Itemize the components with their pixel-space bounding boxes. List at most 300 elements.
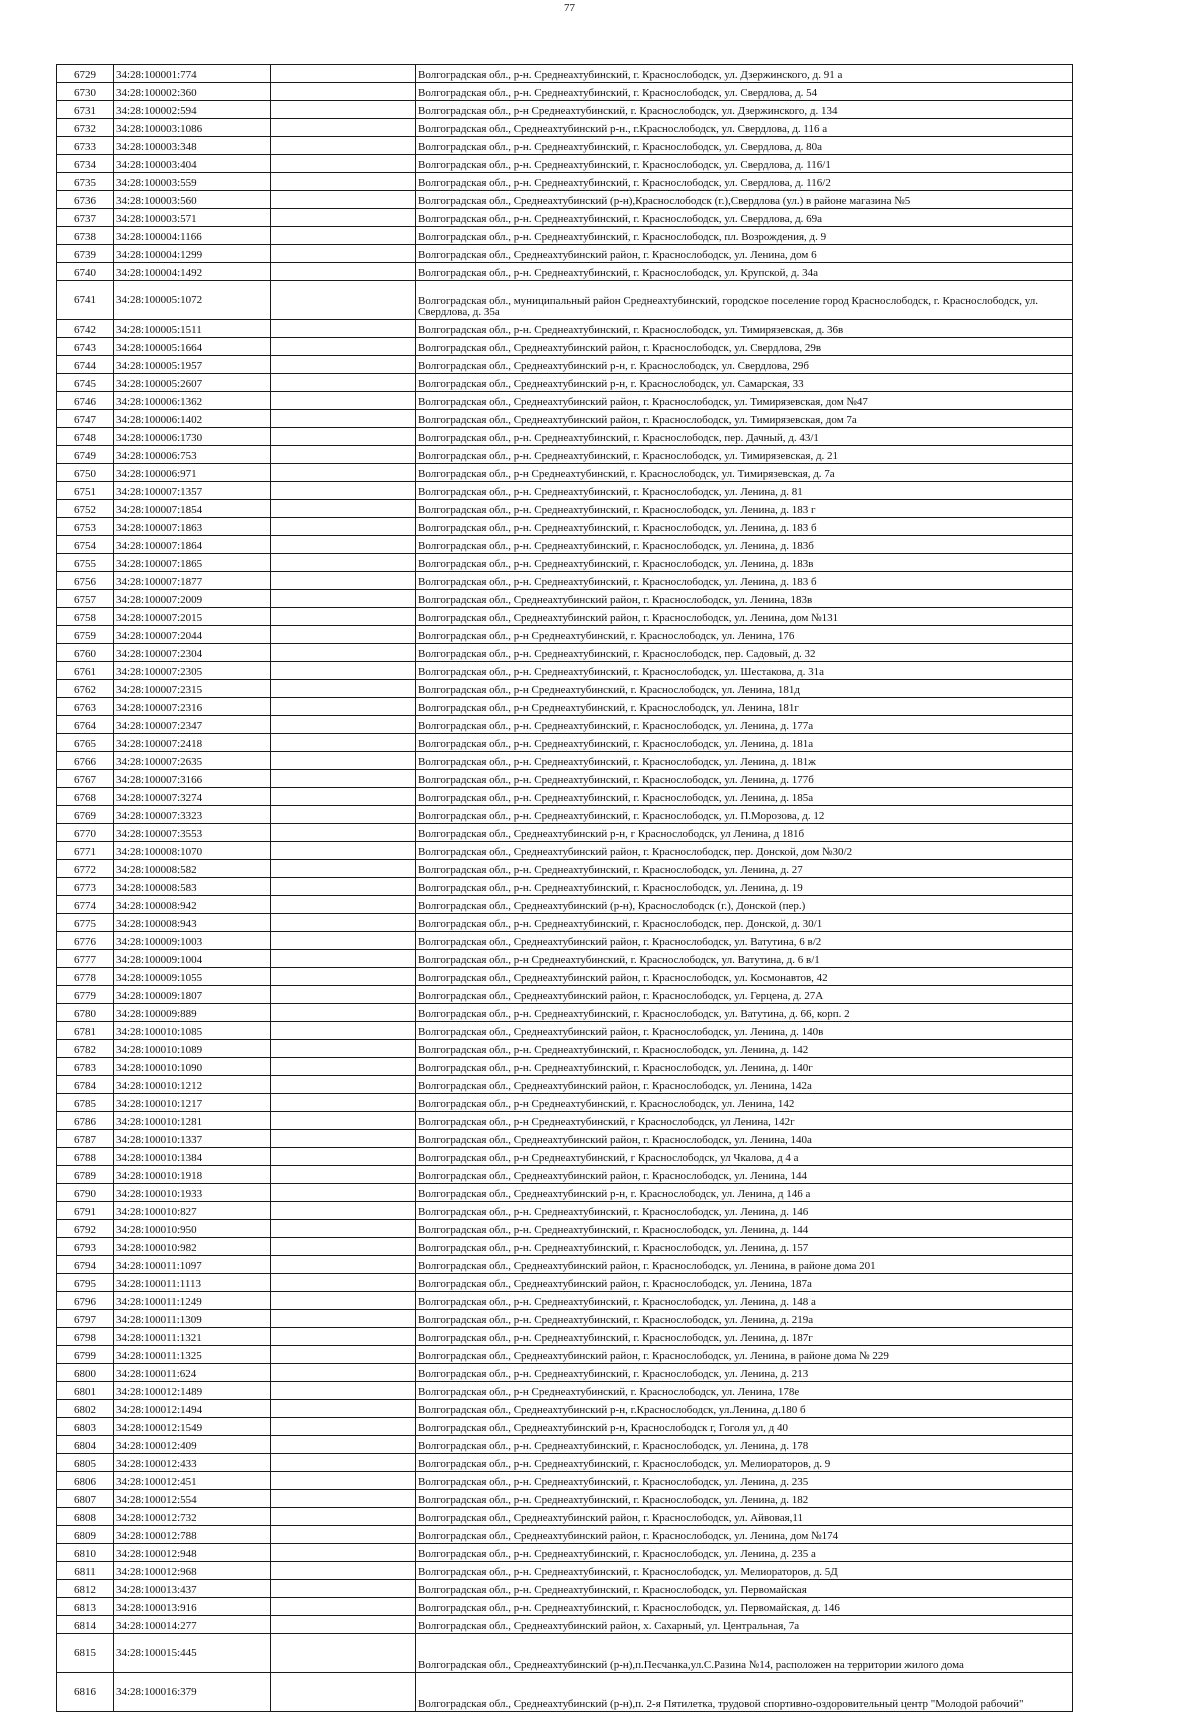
address-cell: Волгоградская обл., р-н. Среднеахтубинский, г. Краснослободск, ул. Ленина, д. 183в: [416, 554, 1073, 572]
empty-cell: [271, 986, 416, 1004]
empty-cell: [271, 1562, 416, 1580]
empty-cell: [271, 554, 416, 572]
empty-cell: [271, 1220, 416, 1238]
cadastral-number-cell: 34:28:100012:732: [114, 1508, 271, 1526]
empty-cell: [271, 1112, 416, 1130]
address-cell: Волгоградская обл., Среднеахтубинский (р-н), Краснослободск (г.), Донской (пер.): [416, 896, 1073, 914]
empty-cell: [271, 1166, 416, 1184]
cadastral-number-cell: 34:28:100010:1212: [114, 1076, 271, 1094]
table-row: [57, 770, 1073, 788]
row-number-cell: 6810: [57, 1544, 114, 1562]
address-cell: Волгоградская обл., р-н. Среднеахтубинский, г. Краснослободск, ул. Шестакова, д. 31а: [416, 662, 1073, 680]
address-cell: Волгоградская обл., р-н Среднеахтубинский, г. Краснослободск, ул. Ленина, 142: [416, 1094, 1073, 1112]
table-row: [57, 1673, 1073, 1712]
empty-cell: [271, 191, 416, 209]
empty-cell: [271, 263, 416, 281]
address-cell: Волгоградская обл., р-н. Среднеахтубинский, г. Краснослободск, ул. П.Морозова, д. 12: [416, 806, 1073, 824]
row-number-cell: 6755: [57, 554, 114, 572]
empty-cell: [271, 65, 416, 83]
row-number-cell: 6744: [57, 356, 114, 374]
row-number-cell: 6788: [57, 1148, 114, 1166]
address-cell: Волгоградская обл., р-н. Среднеахтубинский, г. Краснослободск, ул. Ленина, д. 183 б: [416, 572, 1073, 590]
cadastral-number-cell: 34:28:100010:1090: [114, 1058, 271, 1076]
address-cell: Волгоградская обл., р-н. Среднеахтубинский, г. Краснослободск, ул. Ленина, д. 148 а: [416, 1292, 1073, 1310]
empty-cell: [271, 1040, 416, 1058]
empty-cell: [271, 1022, 416, 1040]
empty-cell: [271, 1292, 416, 1310]
row-number-cell: 6769: [57, 806, 114, 824]
empty-cell: [271, 1472, 416, 1490]
row-number-cell: 6735: [57, 173, 114, 191]
row-number-cell: 6756: [57, 572, 114, 590]
cadastral-number-cell: 34:28:100007:3323: [114, 806, 271, 824]
row-number-cell: 6737: [57, 209, 114, 227]
row-number-cell: 6793: [57, 1238, 114, 1256]
empty-cell: [271, 572, 416, 590]
empty-cell: [271, 1598, 416, 1616]
cadastral-number-cell: 34:28:100007:2347: [114, 716, 271, 734]
empty-cell: [271, 1310, 416, 1328]
address-cell: Волгоградская обл., р-н. Среднеахтубинский, г. Краснослободск, ул. Ленина, д. 187г: [416, 1328, 1073, 1346]
address-cell: Волгоградская обл., Среднеахтубинский р-н., г.Краснослободск, ул. Свердлова, д. 116 а: [416, 119, 1073, 137]
empty-cell: [271, 1544, 416, 1562]
empty-cell: [271, 446, 416, 464]
table-row: [57, 950, 1073, 968]
cadastral-number-cell: 34:28:100005:1957: [114, 356, 271, 374]
table-row: [57, 1382, 1073, 1400]
table-row: [57, 1130, 1073, 1148]
table-row: [57, 83, 1073, 101]
address-cell: Волгоградская обл., р-н. Среднеахтубинский, г. Краснослободск, ул. Первомайская: [416, 1580, 1073, 1598]
cadastral-number-cell: 34:28:100008:943: [114, 914, 271, 932]
address-cell: Волгоградская обл., р-н. Среднеахтубинский, г. Краснослободск, ул. Ленина, д. 182: [416, 1490, 1073, 1508]
cadastral-number-cell: 34:28:100003:404: [114, 155, 271, 173]
address-cell: Волгоградская обл., р-н Среднеахтубинский, г. Краснослободск, ул. Ленина, 176: [416, 626, 1073, 644]
cadastral-number-cell: 34:28:100007:2009: [114, 590, 271, 608]
table-row: [57, 482, 1073, 500]
cadastral-number-cell: 34:28:100012:451: [114, 1472, 271, 1490]
cadastral-number-cell: 34:28:100005:2607: [114, 374, 271, 392]
row-number-cell: 6745: [57, 374, 114, 392]
empty-cell: [271, 536, 416, 554]
cadastral-number-cell: 34:28:100014:277: [114, 1616, 271, 1634]
table-row: [57, 1310, 1073, 1328]
empty-cell: [271, 245, 416, 263]
cadastral-number-cell: 34:28:100012:948: [114, 1544, 271, 1562]
address-cell: Волгоградская обл., Среднеахтубинский район, г. Краснослободск, ул. Ленина, 183в: [416, 590, 1073, 608]
table-row: [57, 878, 1073, 896]
table-row: [57, 932, 1073, 950]
address-cell: Волгоградская обл., р-н. Среднеахтубинский, г. Краснослободск, ул. Свердлова, д. 69а: [416, 209, 1073, 227]
row-number-cell: 6787: [57, 1130, 114, 1148]
table-row: [57, 698, 1073, 716]
empty-cell: [271, 1094, 416, 1112]
cadastral-number-cell: 34:28:100010:1217: [114, 1094, 271, 1112]
row-number-cell: 6813: [57, 1598, 114, 1616]
empty-cell: [271, 320, 416, 338]
table-row: [57, 101, 1073, 119]
address-cell: Волгоградская обл., р-н Среднеахтубинский, г. Краснослободск, ул. Ленина, 181г: [416, 698, 1073, 716]
address-cell: Волгоградская обл., р-н. Среднеахтубинский, г. Краснослободск, ул. Свердлова, д. 116/2: [416, 173, 1073, 191]
empty-cell: [271, 788, 416, 806]
empty-cell: [271, 950, 416, 968]
row-number-cell: 6795: [57, 1274, 114, 1292]
row-number-cell: 6764: [57, 716, 114, 734]
address-cell: Волгоградская обл., р-н. Среднеахтубинский, г. Краснослободск, ул. Ленина, д. 140г: [416, 1058, 1073, 1076]
cadastral-number-cell: 34:28:100010:1384: [114, 1148, 271, 1166]
address-cell: Волгоградская обл., Среднеахтубинский район, г. Краснослободск, ул. Ленина, дом №174: [416, 1526, 1073, 1544]
row-number-cell: 6733: [57, 137, 114, 155]
row-number-cell: 6759: [57, 626, 114, 644]
cadastral-number-cell: 34:28:100009:1807: [114, 986, 271, 1004]
table-row: [57, 1094, 1073, 1112]
empty-cell: [271, 1058, 416, 1076]
empty-cell: [271, 770, 416, 788]
row-number-cell: 6750: [57, 464, 114, 482]
table-row: [57, 245, 1073, 263]
cadastral-number-cell: 34:28:100003:560: [114, 191, 271, 209]
address-cell: Волгоградская обл., р-н. Среднеахтубинский, г. Краснослободск, ул. Свердлова, д. 116/1: [416, 155, 1073, 173]
empty-cell: [271, 1634, 416, 1673]
row-number-cell: 6809: [57, 1526, 114, 1544]
cadastral-number-cell: 34:28:100007:1854: [114, 500, 271, 518]
table-row: [57, 1580, 1073, 1598]
address-cell: Волгоградская обл., р-н. Среднеахтубинский, г. Краснослободск, ул. Мелиораторов, д. 9: [416, 1454, 1073, 1472]
empty-cell: [271, 1526, 416, 1544]
empty-cell: [271, 464, 416, 482]
table-row: [57, 1148, 1073, 1166]
row-number-cell: 6784: [57, 1076, 114, 1094]
cadastral-number-cell: 34:28:100009:1004: [114, 950, 271, 968]
row-number-cell: 6748: [57, 428, 114, 446]
page-number: 77: [564, 2, 575, 14]
empty-cell: [271, 101, 416, 119]
cadastral-number-cell: 34:28:100006:1730: [114, 428, 271, 446]
table-row: [57, 356, 1073, 374]
cadastral-number-cell: 34:28:100007:1357: [114, 482, 271, 500]
empty-cell: [271, 914, 416, 932]
table-row: [57, 752, 1073, 770]
empty-cell: [271, 209, 416, 227]
empty-cell: [271, 1202, 416, 1220]
table-row: [57, 1400, 1073, 1418]
table-row: [57, 1184, 1073, 1202]
row-number-cell: 6782: [57, 1040, 114, 1058]
row-number-cell: 6805: [57, 1454, 114, 1472]
address-cell: Волгоградская обл., Среднеахтубинский район, г. Краснослободск, ул. Ленина, в районе дома 201: [416, 1256, 1073, 1274]
row-number-cell: 6767: [57, 770, 114, 788]
row-number-cell: 6763: [57, 698, 114, 716]
cadastral-number-cell: 34:28:100010:1085: [114, 1022, 271, 1040]
row-number-cell: 6779: [57, 986, 114, 1004]
empty-cell: [271, 356, 416, 374]
row-number-cell: 6815: [57, 1634, 114, 1673]
empty-cell: [271, 842, 416, 860]
empty-cell: [271, 1238, 416, 1256]
cadastral-number-cell: 34:28:100007:3166: [114, 770, 271, 788]
empty-cell: [271, 698, 416, 716]
table-row: [57, 572, 1073, 590]
table-row: [57, 374, 1073, 392]
row-number-cell: 6798: [57, 1328, 114, 1346]
empty-cell: [271, 1400, 416, 1418]
address-cell: Волгоградская обл., Среднеахтубинский район, г. Краснослободск, ул. Ватутина, 6 в/2: [416, 932, 1073, 950]
empty-cell: [271, 626, 416, 644]
address-cell: Волгоградская обл., р-н Среднеахтубинский, г Краснослободск, ул Ленина, 142г: [416, 1112, 1073, 1130]
address-cell: Волгоградская обл., р-н. Среднеахтубинский, г. Краснослободск, ул. Ленина, д. 146: [416, 1202, 1073, 1220]
empty-cell: [271, 1454, 416, 1472]
empty-cell: [271, 173, 416, 191]
row-number-cell: 6781: [57, 1022, 114, 1040]
cadastral-number-cell: 34:28:100007:2315: [114, 680, 271, 698]
row-number-cell: 6814: [57, 1616, 114, 1634]
address-cell: Волгоградская обл., р-н. Среднеахтубинский, г. Краснослободск, пер. Донской, д. 30/1: [416, 914, 1073, 932]
empty-cell: [271, 137, 416, 155]
row-number-cell: 6734: [57, 155, 114, 173]
address-cell: Волгоградская обл., р-н. Среднеахтубинский, г. Краснослободск, ул. Ленина, д. 178: [416, 1436, 1073, 1454]
row-number-cell: 6800: [57, 1364, 114, 1382]
address-cell: Волгоградская обл., р-н. Среднеахтубинский, г. Краснослободск, ул. Крупской, д. 34а: [416, 263, 1073, 281]
row-number-cell: 6778: [57, 968, 114, 986]
address-cell: Волгоградская обл., Среднеахтубинский р-н, г. Краснослободск, ул. Свердлова, 29б: [416, 356, 1073, 374]
cadastral-number-cell: 34:28:100003:571: [114, 209, 271, 227]
empty-cell: [271, 896, 416, 914]
table-row: [57, 1526, 1073, 1544]
cadastral-number-cell: 34:28:100007:2044: [114, 626, 271, 644]
empty-cell: [271, 119, 416, 137]
cadastral-number-cell: 34:28:100008:942: [114, 896, 271, 914]
address-cell: Волгоградская обл., Среднеахтубинский район, г. Краснослободск, ул. Ленина, дом 6: [416, 245, 1073, 263]
empty-cell: [271, 518, 416, 536]
cadastral-number-cell: 34:28:100006:971: [114, 464, 271, 482]
table-row: [57, 860, 1073, 878]
table-row: [57, 734, 1073, 752]
address-cell: Волгоградская обл., р-н. Среднеахтубинский, г. Краснослободск, ул. Ленина, д. 177б: [416, 770, 1073, 788]
empty-cell: [271, 644, 416, 662]
empty-cell: [271, 932, 416, 950]
row-number-cell: 6758: [57, 608, 114, 626]
address-cell: Волгоградская обл., р-н Среднеахтубинский, г. Краснослободск, ул. Дзержинского, д. 134: [416, 101, 1073, 119]
cadastral-number-cell: 34:28:100001:774: [114, 65, 271, 83]
cadastral-number-cell: 34:28:100012:1489: [114, 1382, 271, 1400]
empty-cell: [271, 878, 416, 896]
table-row: [57, 1166, 1073, 1184]
table-row: [57, 716, 1073, 734]
address-cell: Волгоградская обл., Среднеахтубинский район, г. Краснослободск, пер. Донской, дом №30/2: [416, 842, 1073, 860]
cadastral-number-cell: 34:28:100007:2316: [114, 698, 271, 716]
address-cell: Волгоградская обл., р-н Среднеахтубинский, г. Краснослободск, ул. Ватутина, д. 6 в/1: [416, 950, 1073, 968]
address-cell: Волгоградская обл., р-н. Среднеахтубинский, г. Краснослободск, ул. Ленина, д. 183 г: [416, 500, 1073, 518]
table-row: [57, 1544, 1073, 1562]
table-row: [57, 500, 1073, 518]
row-number-cell: 6771: [57, 842, 114, 860]
row-number-cell: 6807: [57, 1490, 114, 1508]
table-row: [57, 806, 1073, 824]
table-row: [57, 1058, 1073, 1076]
row-number-cell: 6811: [57, 1562, 114, 1580]
cadastral-number-cell: 34:28:100012:433: [114, 1454, 271, 1472]
row-number-cell: 6775: [57, 914, 114, 932]
row-number-cell: 6799: [57, 1346, 114, 1364]
table-row: [57, 320, 1073, 338]
table-row: [57, 896, 1073, 914]
address-cell: Волгоградская обл., р-н. Среднеахтубинский, г. Краснослободск, ул. Ленина, д. 181ж: [416, 752, 1073, 770]
cadastral-number-cell: 34:28:100008:582: [114, 860, 271, 878]
table-row: [57, 608, 1073, 626]
table-row: [57, 1508, 1073, 1526]
table-row: [57, 1292, 1073, 1310]
row-number-cell: 6796: [57, 1292, 114, 1310]
cadastral-number-cell: 34:28:100003:348: [114, 137, 271, 155]
cadastral-number-cell: 34:28:100015:445: [114, 1634, 271, 1673]
row-number-cell: 6804: [57, 1436, 114, 1454]
cadastral-number-cell: 34:28:100006:753: [114, 446, 271, 464]
empty-cell: [271, 1364, 416, 1382]
address-cell: Волгоградская обл., Среднеахтубинский район, г. Краснослободск, ул. Тимирязевская, дом №47: [416, 392, 1073, 410]
table-row: [57, 1328, 1073, 1346]
cadastral-number-cell: 34:28:100003:559: [114, 173, 271, 191]
table-row: [57, 1346, 1073, 1364]
address-cell: Волгоградская обл., Среднеахтубинский район, г. Краснослободск, ул. Ленина, дом №131: [416, 608, 1073, 626]
row-number-cell: 6746: [57, 392, 114, 410]
empty-cell: [271, 83, 416, 101]
empty-cell: [271, 752, 416, 770]
address-cell: Волгоградская обл., р-н. Среднеахтубинский, г. Краснослободск, ул. Ленина, д. 177а: [416, 716, 1073, 734]
empty-cell: [271, 716, 416, 734]
table-row: [57, 1274, 1073, 1292]
table-row: [57, 914, 1073, 932]
address-cell: Волгоградская обл., р-н. Среднеахтубинский, г. Краснослободск, ул. Ленина, д. 235 а: [416, 1544, 1073, 1562]
registry-table-body: [57, 65, 1073, 1712]
row-number-cell: 6783: [57, 1058, 114, 1076]
table-row: [57, 464, 1073, 482]
row-number-cell: 6765: [57, 734, 114, 752]
cadastral-number-cell: 34:28:100013:437: [114, 1580, 271, 1598]
table-row: [57, 968, 1073, 986]
empty-cell: [271, 374, 416, 392]
row-number-cell: 6770: [57, 824, 114, 842]
row-number-cell: 6780: [57, 1004, 114, 1022]
address-cell: Волгоградская обл., Среднеахтубинский р-н, г. Краснослободск, ул. Самарская, 33: [416, 374, 1073, 392]
cadastral-number-cell: 34:28:100010:1337: [114, 1130, 271, 1148]
empty-cell: [271, 590, 416, 608]
row-number-cell: 6774: [57, 896, 114, 914]
cadastral-number-cell: 34:28:100013:916: [114, 1598, 271, 1616]
row-number-cell: 6790: [57, 1184, 114, 1202]
address-cell: Волгоградская обл., Среднеахтубинский район, г. Краснослободск, ул. Ленина, д. 140в: [416, 1022, 1073, 1040]
table-row: [57, 1004, 1073, 1022]
cadastral-number-cell: 34:28:100011:1113: [114, 1274, 271, 1292]
empty-cell: [271, 860, 416, 878]
cadastral-number-cell: 34:28:100010:1918: [114, 1166, 271, 1184]
address-cell: Волгоградская обл., Среднеахтубинский р-н, г. Краснослободск, ул. Ленина, д 146 а: [416, 1184, 1073, 1202]
address-cell: Волгоградская обл., Среднеахтубинский р-н, г.Краснослободск, ул.Ленина, д.180 б: [416, 1400, 1073, 1418]
empty-cell: [271, 1436, 416, 1454]
address-cell: Волгоградская обл., Среднеахтубинский район, г. Краснослободск, ул. Свердлова, 29в: [416, 338, 1073, 356]
row-number-cell: 6812: [57, 1580, 114, 1598]
empty-cell: [271, 392, 416, 410]
cadastral-number-cell: 34:28:100007:1865: [114, 554, 271, 572]
row-number-cell: 6772: [57, 860, 114, 878]
address-cell: Волгоградская обл., Среднеахтубинский район, г. Краснослободск, ул. Ленина, 140а: [416, 1130, 1073, 1148]
row-number-cell: 6791: [57, 1202, 114, 1220]
empty-cell: [271, 1256, 416, 1274]
address-cell: Волгоградская обл., р-н. Среднеахтубинский, г. Краснослободск, ул. Первомайская, д. 146: [416, 1598, 1073, 1616]
cadastral-number-cell: 34:28:100007:2635: [114, 752, 271, 770]
cadastral-number-cell: 34:28:100005:1072: [114, 281, 271, 320]
table-row: [57, 590, 1073, 608]
address-cell: Волгоградская обл., Среднеахтубинский район, г. Краснослободск, ул. Космонавтов, 42: [416, 968, 1073, 986]
table-row: [57, 518, 1073, 536]
row-number-cell: 6753: [57, 518, 114, 536]
row-number-cell: 6751: [57, 482, 114, 500]
cadastral-number-cell: 34:28:100012:788: [114, 1526, 271, 1544]
row-number-cell: 6762: [57, 680, 114, 698]
empty-cell: [271, 155, 416, 173]
cadastral-number-cell: 34:28:100007:2015: [114, 608, 271, 626]
table-row: [57, 1238, 1073, 1256]
empty-cell: [271, 680, 416, 698]
address-cell: Волгоградская обл., Среднеахтубинский район, г. Краснослободск, ул. Ленина, 144: [416, 1166, 1073, 1184]
empty-cell: [271, 1382, 416, 1400]
address-cell: Волгоградская обл., р-н. Среднеахтубинский, г. Краснослободск, ул. Ленина, д. 183б: [416, 536, 1073, 554]
table-row: [57, 1436, 1073, 1454]
cadastral-number-cell: 34:28:100002:594: [114, 101, 271, 119]
empty-cell: [271, 1490, 416, 1508]
table-row: [57, 338, 1073, 356]
address-cell: Волгоградская обл., р-н. Среднеахтубинский, г. Краснослободск, ул. Ленина, д. 27: [416, 860, 1073, 878]
table-row: [57, 1562, 1073, 1580]
table-row: [57, 1112, 1073, 1130]
empty-cell: [271, 227, 416, 245]
cadastral-number-cell: 34:28:100007:2305: [114, 662, 271, 680]
table-row: [57, 65, 1073, 83]
table-row: [57, 788, 1073, 806]
empty-cell: [271, 410, 416, 428]
cadastral-number-cell: 34:28:100004:1166: [114, 227, 271, 245]
address-cell: Волгоградская обл., р-н. Среднеахтубинский, г. Краснослободск, ул. Ленина, д. 157: [416, 1238, 1073, 1256]
address-cell: Волгоградская обл., р-н. Среднеахтубинский, г. Краснослободск, ул. Свердлова, д. 80а: [416, 137, 1073, 155]
cadastral-number-cell: 34:28:100006:1362: [114, 392, 271, 410]
table-row: [57, 1418, 1073, 1436]
cadastral-number-cell: 34:28:100010:982: [114, 1238, 271, 1256]
empty-cell: [271, 662, 416, 680]
address-cell: Волгоградская обл., р-н. Среднеахтубинский, г. Краснослободск, ул. Ленина, д. 144: [416, 1220, 1073, 1238]
row-number-cell: 6738: [57, 227, 114, 245]
table-row: [57, 1256, 1073, 1274]
address-cell: Волгоградская обл., р-н. Среднеахтубинский, г. Краснослободск, ул. Тимирязевская, д. 21: [416, 446, 1073, 464]
cadastral-number-cell: 34:28:100011:1097: [114, 1256, 271, 1274]
table-row: [57, 680, 1073, 698]
cadastral-number-cell: 34:28:100012:554: [114, 1490, 271, 1508]
table-row: [57, 536, 1073, 554]
table-row: [57, 119, 1073, 137]
table-row: [57, 842, 1073, 860]
table-row: [57, 662, 1073, 680]
table-row: [57, 281, 1073, 320]
row-number-cell: 6741: [57, 281, 114, 320]
cadastral-number-cell: 34:28:100007:1864: [114, 536, 271, 554]
row-number-cell: 6731: [57, 101, 114, 119]
row-number-cell: 6786: [57, 1112, 114, 1130]
row-number-cell: 6801: [57, 1382, 114, 1400]
empty-cell: [271, 1580, 416, 1598]
table-row: [57, 644, 1073, 662]
cadastral-number-cell: 34:28:100009:1003: [114, 932, 271, 950]
row-number-cell: 6732: [57, 119, 114, 137]
address-cell: Волгоградская обл., р-н. Среднеахтубинский, г. Краснослободск, ул. Мелиораторов, д. 5Д: [416, 1562, 1073, 1580]
table-row: [57, 392, 1073, 410]
